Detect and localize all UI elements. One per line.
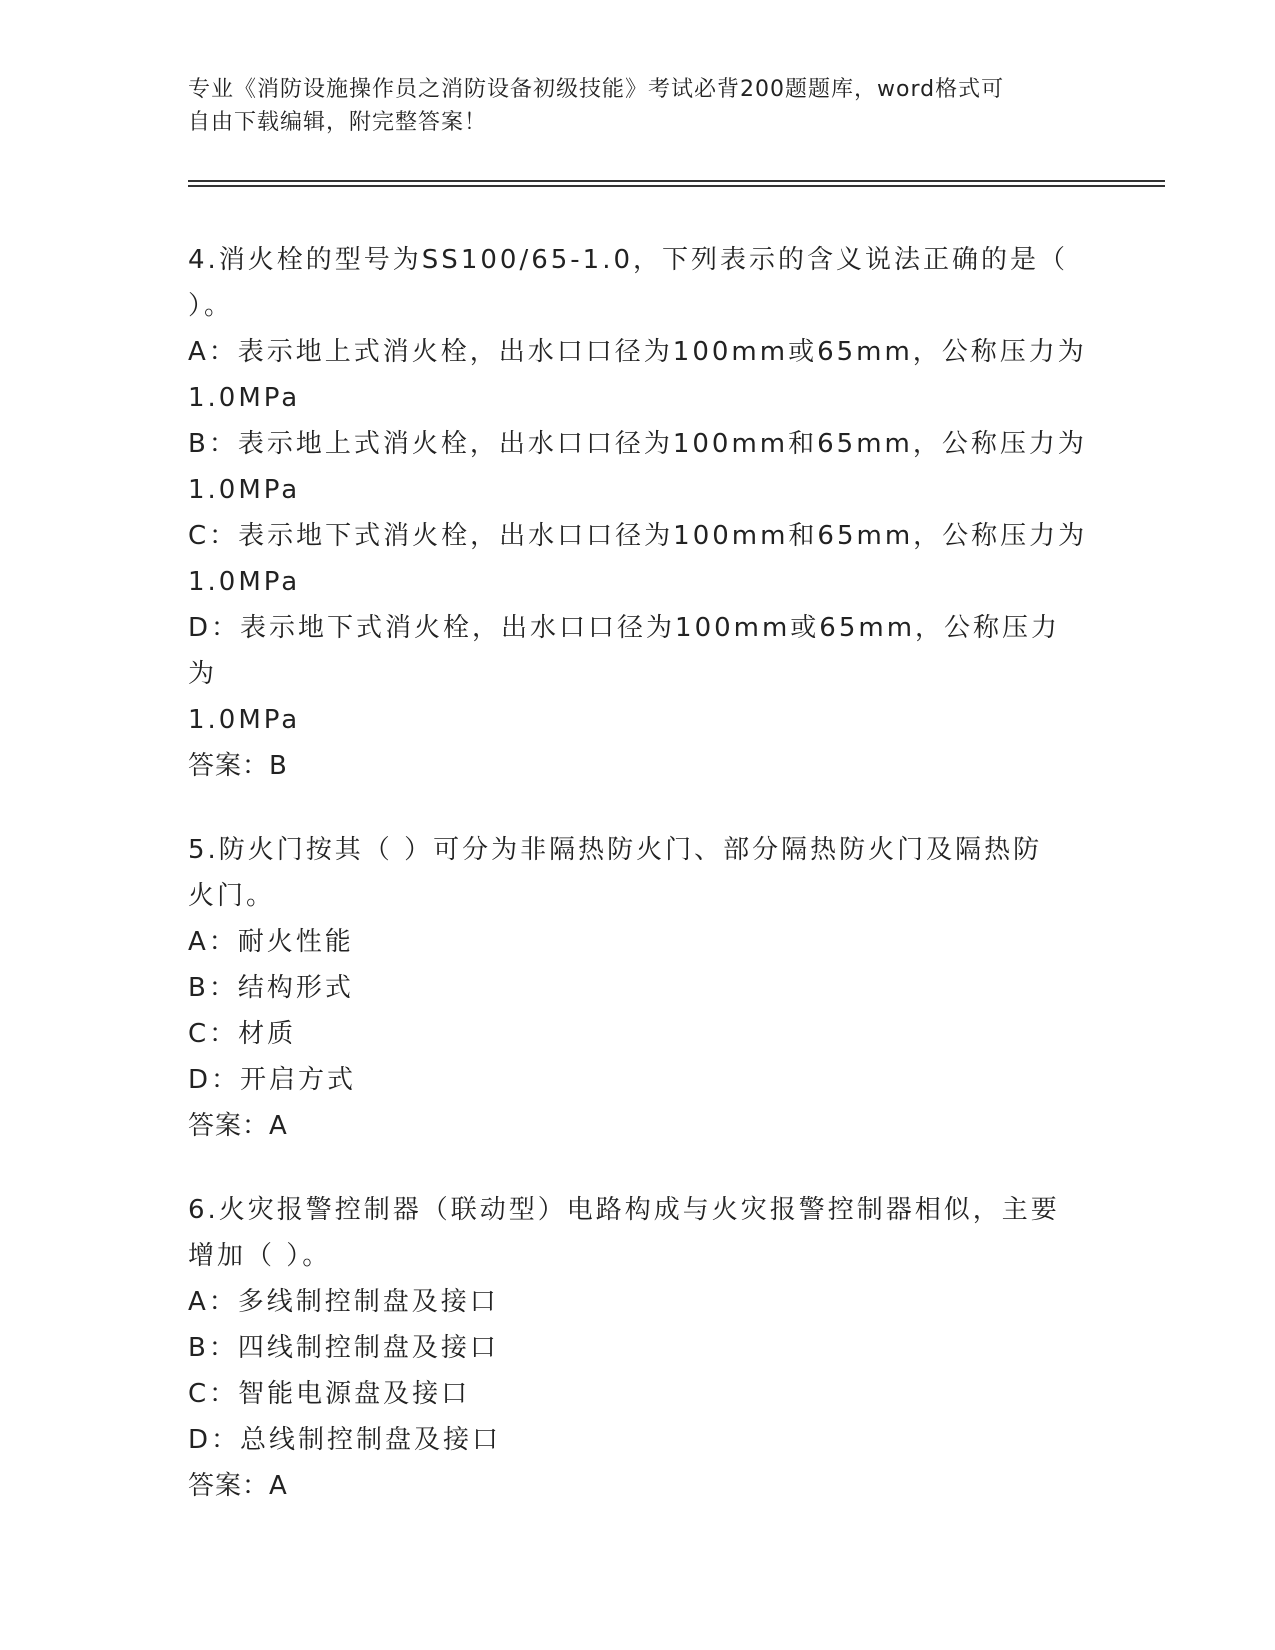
option-text: C：表示地下式消火栓，出水口口径为100mm和65mm，公称压力为 bbox=[188, 521, 1088, 551]
question-stem: 5.防火门按其（ ）可分为非隔热防火门、部分隔热防火门及隔热防 bbox=[188, 835, 1043, 865]
header-line-1: 专业《消防设施操作员之消防设备初级技能》考试必背200题题库，word格式可 bbox=[188, 77, 1005, 102]
option-b: B：四线制控制盘及接口 bbox=[188, 1333, 499, 1363]
option-text-continuation: 1.0MPa bbox=[188, 383, 301, 413]
question-stem-continuation: 火门。 bbox=[188, 881, 276, 911]
question-stem: 4.消火栓的型号为SS100/65-1.0，下列表示的含义说法正确的是（ bbox=[188, 245, 1069, 275]
option-a: A：多线制控制盘及接口 bbox=[188, 1287, 499, 1317]
question-5 bbox=[188, 827, 1088, 1149]
option-d: D：总线制控制盘及接口 bbox=[188, 1425, 502, 1455]
option-text-continuation: 1.0MPa bbox=[188, 567, 301, 597]
header-divider-bottom bbox=[188, 185, 1165, 187]
option-text-continuation: 1.0MPa bbox=[188, 475, 301, 505]
option-text: D：表示地下式消火栓，出水口口径为100mm或65mm，公称压力为 bbox=[188, 613, 1061, 689]
option-d bbox=[188, 605, 1088, 743]
option-a bbox=[188, 329, 1088, 421]
question-stem: 6.火灾报警控制器（联动型）电路构成与火灾报警控制器相似，主要 bbox=[188, 1195, 1060, 1225]
option-c: C：材质 bbox=[188, 1019, 297, 1049]
question-list bbox=[188, 237, 1088, 1547]
option-text-continuation: 1.0MPa bbox=[188, 705, 301, 735]
option-c: C：智能电源盘及接口 bbox=[188, 1379, 471, 1409]
answer-key: 答案：A bbox=[188, 1471, 288, 1501]
question-stem-continuation: ）。 bbox=[188, 291, 234, 321]
question-4 bbox=[188, 237, 1088, 789]
header-divider-top bbox=[188, 180, 1165, 182]
document-header bbox=[188, 73, 1088, 139]
option-b bbox=[188, 421, 1088, 513]
answer-key: 答案：B bbox=[188, 751, 288, 781]
option-a: A：耐火性能 bbox=[188, 927, 354, 957]
option-c bbox=[188, 513, 1088, 605]
question-stem-continuation: 增加（ ）。 bbox=[188, 1241, 332, 1271]
option-b: B：结构形式 bbox=[188, 973, 354, 1003]
question-6 bbox=[188, 1187, 1088, 1509]
header-line-2: 自由下载编辑，附完整答案！ bbox=[188, 110, 488, 135]
answer-key: 答案：A bbox=[188, 1111, 288, 1141]
option-d: D：开启方式 bbox=[188, 1065, 357, 1095]
option-text: A：表示地上式消火栓，出水口口径为100mm或65mm，公称压力为 bbox=[188, 337, 1087, 367]
option-text: B：表示地上式消火栓，出水口口径为100mm和65mm，公称压力为 bbox=[188, 429, 1087, 459]
